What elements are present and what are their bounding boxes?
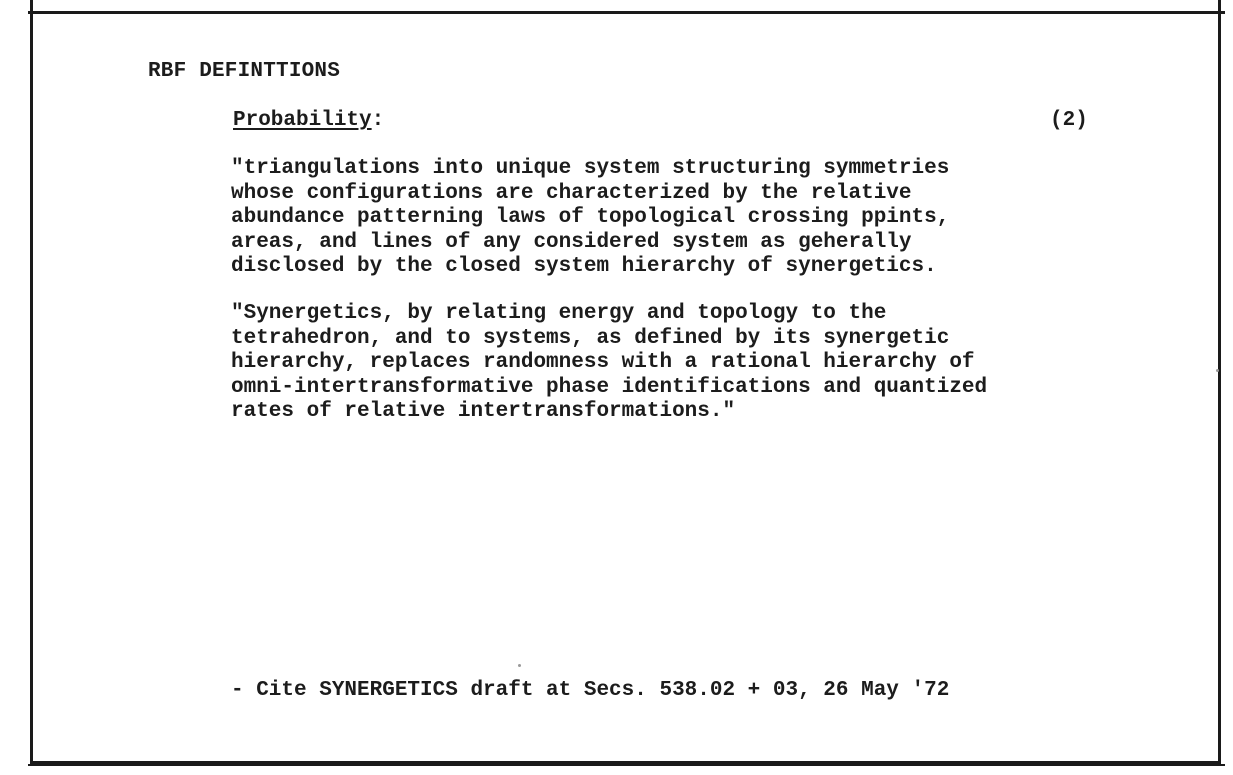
defined-term (233, 109, 384, 132)
paper-speck (518, 664, 521, 667)
card-bottom-rule (28, 764, 1225, 766)
paper-speck (1216, 369, 1219, 372)
page-number: (2) (1050, 109, 1088, 132)
citation-line: - Cite SYNERGETICS draft at Secs. 538.02 + 03, 26 May '72 (231, 679, 950, 702)
defined-term-colon: : (371, 109, 385, 132)
card-heading: RBF DEFINTTIONS (148, 60, 341, 83)
definition-paragraph-2: "Synergetics, by relating energy and topology to the tetrahedron, and to systems, as defined by its synergetic hierarchy, replaces randomness with a rational hierarchy of omni-intertransformative phase identifications and quantized rates of relative intertransformations." (231, 302, 988, 424)
definition-paragraph-1: "triangulations into unique system structuring symmetries whose configurations are characterized by the relative abundance patterning laws of topological crossing ppints, areas, and lines of any considered system as geherally disclosed by the closed system hierarchy of synergetics. (231, 157, 950, 279)
defined-term-word: Probability (233, 109, 372, 132)
